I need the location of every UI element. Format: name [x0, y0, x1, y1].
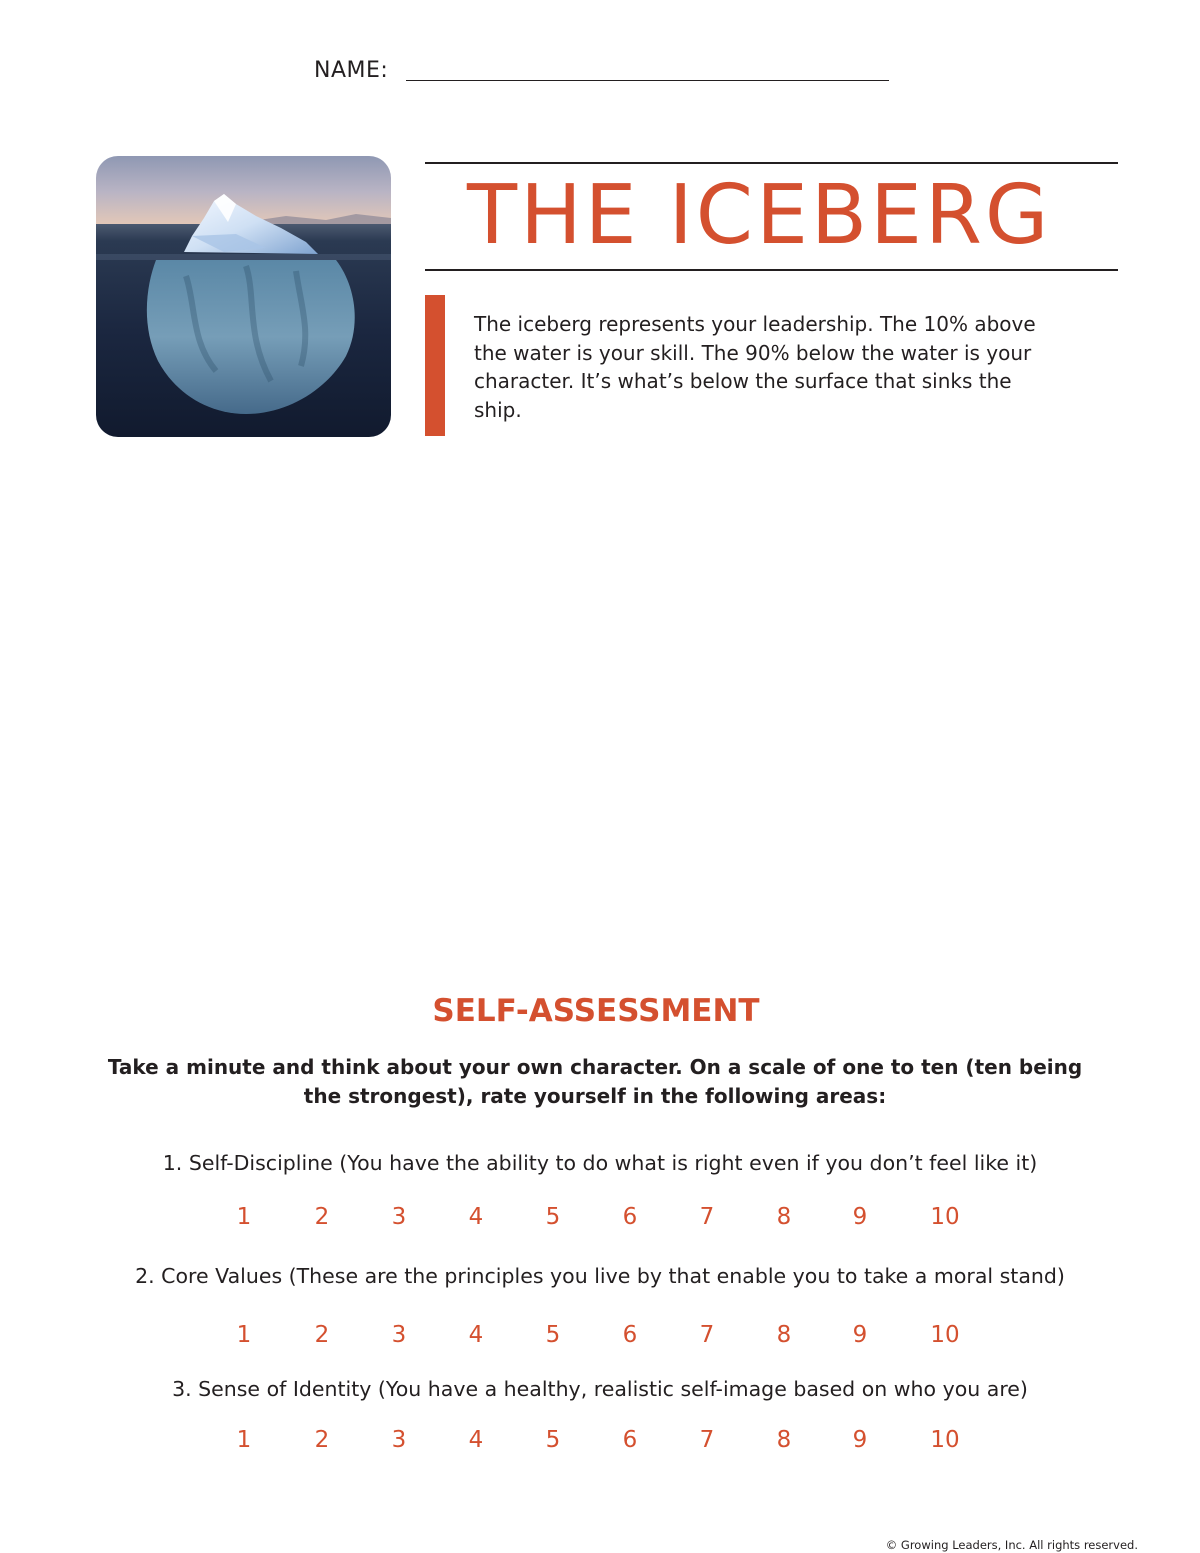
rating-option[interactable]: 10	[930, 1427, 960, 1453]
rating-option[interactable]: 6	[622, 1204, 638, 1230]
rating-option[interactable]: 7	[699, 1322, 715, 1348]
rating-option[interactable]: 3	[391, 1204, 407, 1230]
rating-option[interactable]: 10	[930, 1204, 960, 1230]
title-rule-bottom	[425, 269, 1118, 271]
title-rule-top	[425, 162, 1118, 164]
rating-option[interactable]: 9	[852, 1427, 868, 1453]
rating-option[interactable]: 4	[468, 1322, 484, 1348]
rating-option[interactable]: 4	[468, 1204, 484, 1230]
accent-bar	[425, 295, 445, 436]
rating-option[interactable]: 5	[545, 1204, 561, 1230]
rating-option[interactable]: 5	[545, 1322, 561, 1348]
rating-option[interactable]: 6	[622, 1427, 638, 1453]
question-2: 2. Core Values (These are the principles you live by that enable you to take a moral stand)	[135, 1264, 1065, 1288]
rating-option[interactable]: 7	[699, 1427, 715, 1453]
iceberg-photo-icon	[96, 156, 391, 437]
rating-option[interactable]: 1	[236, 1427, 252, 1453]
question-1: 1. Self-Discipline (You have the ability to do what is right even if you don’t feel like it)	[162, 1151, 1038, 1175]
rating-option[interactable]: 10	[930, 1322, 960, 1348]
name-row	[314, 56, 889, 86]
rating-option[interactable]: 2	[314, 1204, 330, 1230]
rating-scale-1	[200, 1201, 1000, 1233]
rating-scale-2	[200, 1319, 1000, 1351]
page-title: THE ICEBERG	[467, 168, 1052, 263]
rating-option[interactable]: 7	[699, 1204, 715, 1230]
rating-option[interactable]: 2	[314, 1427, 330, 1453]
rating-option[interactable]: 3	[391, 1427, 407, 1453]
name-blank-line[interactable]	[406, 80, 889, 81]
intro-description: The iceberg represents your leadership. The 10% above the water is your skill. The 90% below the water is your character. It’s what’s below the surface that sinks the ship.	[474, 312, 1036, 422]
rating-option[interactable]: 8	[776, 1204, 792, 1230]
rating-option[interactable]: 1	[236, 1204, 252, 1230]
rating-option[interactable]: 2	[314, 1322, 330, 1348]
rating-option[interactable]: 1	[236, 1322, 252, 1348]
rating-option[interactable]: 6	[622, 1322, 638, 1348]
rating-option[interactable]: 9	[852, 1322, 868, 1348]
rating-option[interactable]: 8	[776, 1427, 792, 1453]
copyright-footer: © Growing Leaders, Inc. All rights reserved.	[885, 1538, 1138, 1552]
rating-option[interactable]: 8	[776, 1322, 792, 1348]
name-label: NAME:	[314, 58, 389, 83]
question-3: 3. Sense of Identity (You have a healthy, realistic self-image based on who you are)	[172, 1377, 1028, 1401]
instructions: Take a minute and think about your own character. On a scale of one to ten (ten being the strongest), rate yourself in the following areas:	[107, 1055, 1083, 1108]
rating-option[interactable]: 3	[391, 1322, 407, 1348]
rating-scale-3	[200, 1424, 1000, 1456]
section-title: SELF-ASSESSMENT	[432, 993, 760, 1029]
rating-option[interactable]: 9	[852, 1204, 868, 1230]
rating-option[interactable]: 4	[468, 1427, 484, 1453]
rating-option[interactable]: 5	[545, 1427, 561, 1453]
